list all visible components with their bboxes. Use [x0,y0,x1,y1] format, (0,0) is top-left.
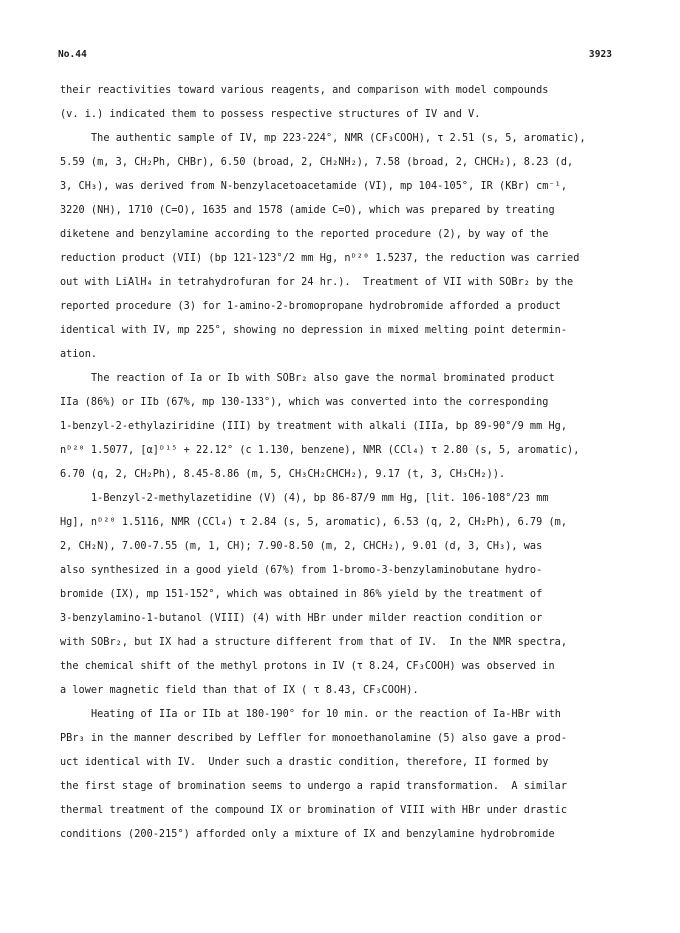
text-line: reduction product (VII) (bp 121-123°/2 mm Hg, nᴰ²⁰ 1.5237, the reduction was carried [60,253,580,264]
text-line: 3220 (NH), 1710 (C=O), 1635 and 1578 (amide C=O), which was prepared by treating [60,205,555,216]
text-line: ation. [60,349,98,360]
paragraph-start-line: The reaction of Ia or Ib with SOBr₂ also gave the normal brominated product [91,373,555,384]
paragraph-start-line: The authentic sample of IV, mp 223-224°, NMR (CF₃COOH), τ 2.51 (s, 5, aromatic), [91,133,586,144]
text-line: their reactivities toward various reagents, and comparison with model compounds [60,85,549,96]
text-line: uct identical with IV. Under such a drastic condition, therefore, II formed by [60,757,549,768]
body-text [60,79,616,847]
text-line: reported procedure (3) for 1-amino-2-bromopropane hydrobromide afforded a product [60,301,561,312]
journal-issue: No.44 [58,49,87,60]
text-line: also synthesized in a good yield (67%) from 1-bromo-3-benzylaminobutane hydro- [60,565,543,576]
text-line: 2, CH₂N), 7.00-7.55 (m, 1, CH); 7.90-8.50 (m, 2, CHCH₂), 9.01 (d, 3, CH₃), was [60,541,543,552]
text-line: (v. i.) indicated them to possess respective structures of IV and V. [60,109,481,120]
text-line: the chemical shift of the methyl protons in IV (τ 8.24, CF₃COOH) was observed in [60,661,555,672]
text-line: out with LiAlH₄ in tetrahydrofuran for 24 hr.). Treatment of VII with SOBr₂ by the [60,277,574,288]
text-line: Hg], nᴰ²⁰ 1.5116, NMR (CCl₄) τ 2.84 (s, 5, aromatic), 6.53 (q, 2, CH₂Ph), 6.79 (m, [60,517,568,528]
text-line: bromide (IX), mp 151-152°, which was obtained in 86% yield by the treatment of [60,589,543,600]
page-header [58,49,612,63]
text-line: nᴰ²⁰ 1.5077, [α]ᴰ¹⁵ + 22.12° (c 1.130, benzene), NMR (CCl₄) τ 2.80 (s, 5, aromatic), [60,445,580,456]
paragraph-start-line: 1-Benzyl-2-methylazetidine (V) (4), bp 86-87/9 mm Hg, [lit. 106-108°/23 mm [91,493,549,504]
text-line: identical with IV, mp 225°, showing no depression in mixed melting point determin- [60,325,568,336]
text-line: 1-benzyl-2-ethylaziridine (III) by treatment with alkali (IIIa, bp 89-90°/9 mm Hg, [60,421,568,432]
text-line: 5.59 (m, 3, CH₂Ph, CHBr), 6.50 (broad, 2, CH₂NH₂), 7.58 (broad, 2, CHCH₂), 8.23 (d, [60,157,574,168]
text-line: thermal treatment of the compound IX or bromination of VIII with HBr under drastic [60,805,568,816]
text-line: a lower magnetic field than that of IX ( τ 8.43, CF₃COOH). [60,685,419,696]
text-line: the first stage of bromination seems to undergo a rapid transformation. A similar [60,781,568,792]
text-line: IIa (86%) or IIb (67%, mp 130-133°), which was converted into the corresponding [60,397,549,408]
text-line: conditions (200-215°) afforded only a mixture of IX and benzylamine hydrobromide [60,829,555,840]
page-number: 3923 [588,49,612,60]
text-line: PBr₃ in the manner described by Leffler for monoethanolamine (5) also gave a prod- [60,733,568,744]
text-line: 6.70 (q, 2, CH₂Ph), 8.45-8.86 (m, 5, CH₃CH₂CHCH₂), 9.17 (t, 3, CH₃CH₂)). [60,469,506,480]
text-line: 3, CH₃), was derived from N-benzylacetoacetamide (VI), mp 104-105°, IR (KBr) cm⁻¹, [60,181,568,192]
text-line: diketene and benzylamine according to the reported procedure (2), by way of the [60,229,549,240]
paragraph-start-line: Heating of IIa or IIb at 180-190° for 10 min. or the reaction of Ia-HBr with [91,709,561,720]
text-line: 3-benzylamino-1-butanol (VIII) (4) with HBr under milder reaction condition or [60,613,543,624]
text-line: with SOBr₂, but IX had a structure different from that of IV. In the NMR spectra, [60,637,568,648]
